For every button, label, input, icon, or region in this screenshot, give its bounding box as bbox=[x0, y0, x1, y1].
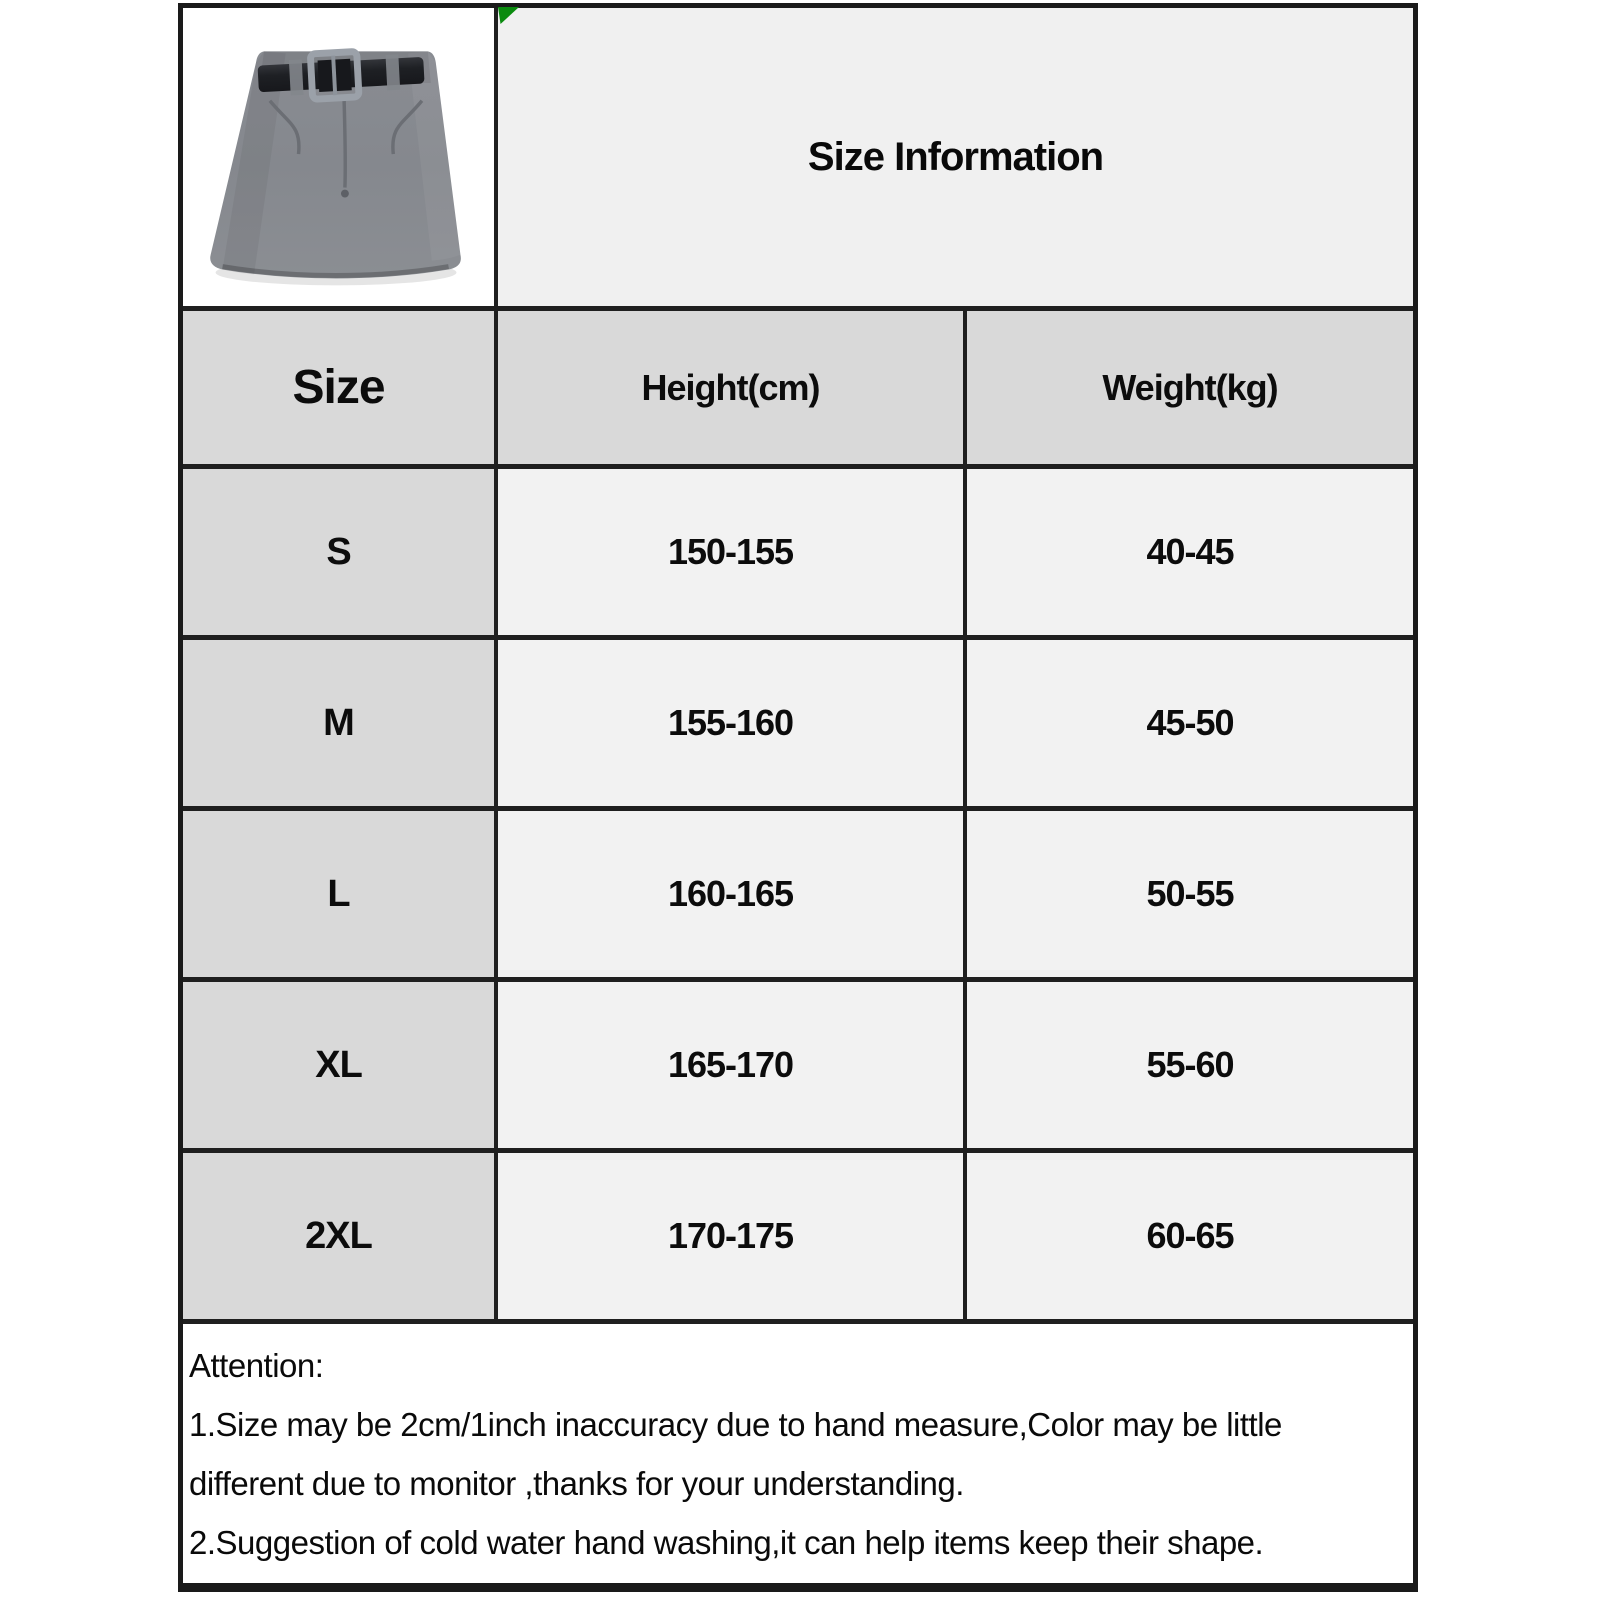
column-header-height: Height(cm) bbox=[498, 311, 967, 464]
weight-value-cell: 40-45 bbox=[967, 469, 1413, 635]
weight-value-cell: 60-65 bbox=[967, 1153, 1413, 1319]
size-chart-sheet bbox=[178, 3, 1418, 1592]
size-information-title: Size Information bbox=[807, 134, 1104, 179]
attention-title: Attention: bbox=[189, 1347, 324, 1384]
weight-value-cell: 55-60 bbox=[967, 982, 1413, 1148]
height-value-cell: 160-165 bbox=[498, 811, 967, 977]
table-row bbox=[183, 1153, 1413, 1324]
skirt-illustration bbox=[183, 8, 494, 306]
size-label-cell: S bbox=[183, 469, 498, 635]
table-row bbox=[183, 640, 1413, 811]
attention-section bbox=[183, 1324, 1413, 1575]
column-header-row bbox=[183, 311, 1413, 469]
attention-note-line: different due to monitor ,thanks for your understanding. bbox=[189, 1465, 964, 1502]
product-image bbox=[183, 8, 498, 306]
height-value-cell: 150-155 bbox=[498, 469, 967, 635]
table-row bbox=[183, 469, 1413, 640]
weight-value-cell: 45-50 bbox=[967, 640, 1413, 806]
size-label-cell: L bbox=[183, 811, 498, 977]
height-value-cell: 155-160 bbox=[498, 640, 967, 806]
top-row bbox=[183, 8, 1413, 311]
attention-note-line: 1.Size may be 2cm/1inch inaccuracy due to hand measure,Color may be little bbox=[189, 1406, 1282, 1443]
attention-note-line: 2.Suggestion of cold water hand washing,it can help items keep their shape. bbox=[189, 1524, 1264, 1561]
column-header-size: Size bbox=[183, 311, 498, 464]
table-row bbox=[183, 982, 1413, 1153]
size-information-header bbox=[498, 8, 1413, 306]
table-row bbox=[183, 811, 1413, 982]
weight-value-cell: 50-55 bbox=[967, 811, 1413, 977]
size-label-cell: M bbox=[183, 640, 498, 806]
column-header-weight: Weight(kg) bbox=[967, 311, 1413, 464]
size-label-cell: 2XL bbox=[183, 1153, 498, 1319]
table-body bbox=[183, 469, 1413, 1324]
height-value-cell: 165-170 bbox=[498, 982, 967, 1148]
size-label-cell: XL bbox=[183, 982, 498, 1148]
height-value-cell: 170-175 bbox=[498, 1153, 967, 1319]
cell-corner-marker-icon bbox=[498, 7, 519, 24]
